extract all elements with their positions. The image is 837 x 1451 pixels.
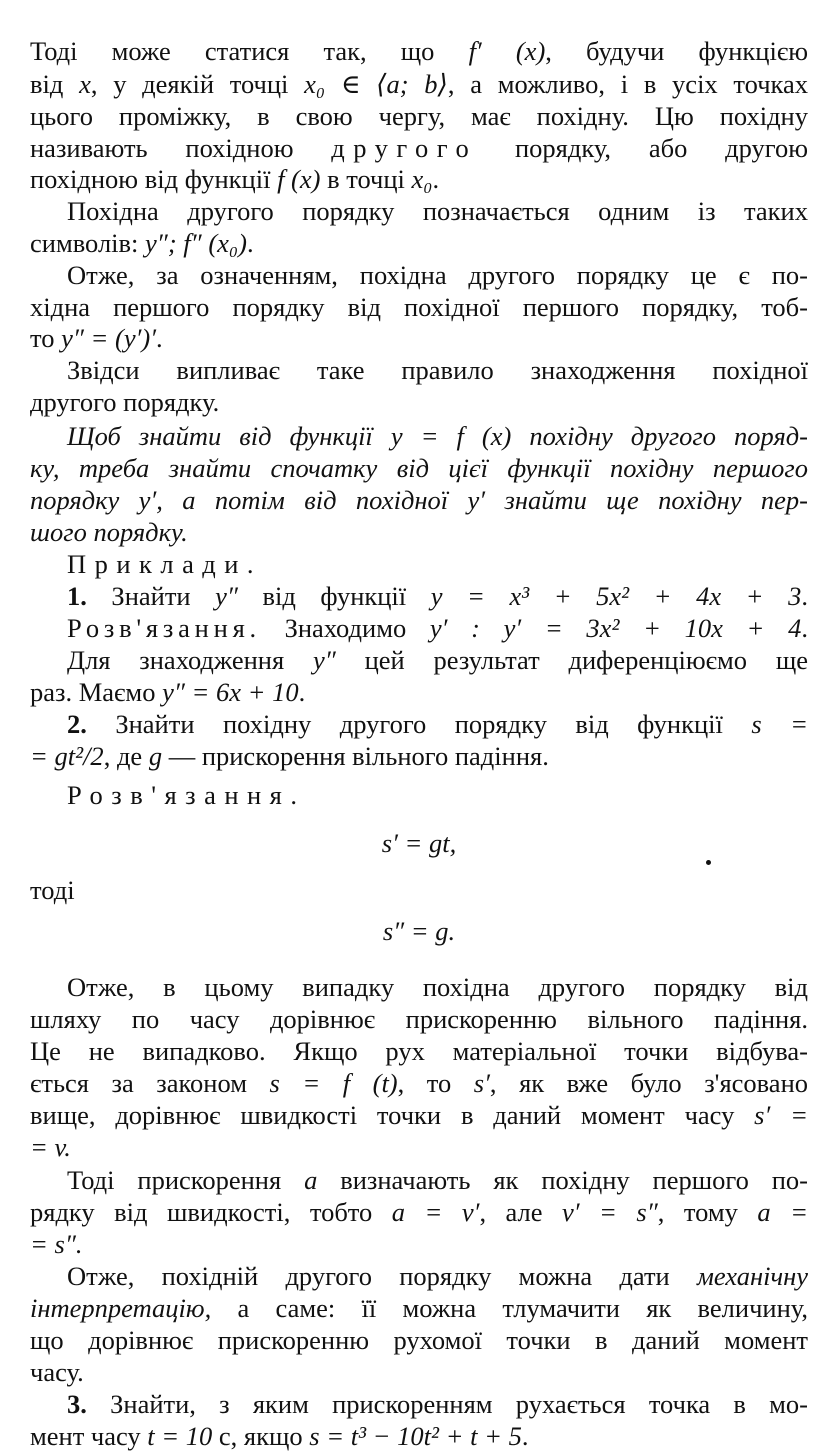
text-run: що дорівнює прискоренню рухомої точки в даний момент xyxy=(30,1325,808,1355)
text-line xyxy=(30,1421,808,1451)
text-line xyxy=(67,709,808,739)
text-run: = gt²/2 xyxy=(30,741,104,771)
text-run: . xyxy=(432,164,440,194)
text-line xyxy=(67,645,808,675)
text-run: s″ = g. xyxy=(382,916,456,946)
text-line xyxy=(30,677,808,707)
text-line xyxy=(30,741,808,771)
text-run: . xyxy=(801,581,808,611)
text-line xyxy=(30,164,808,194)
text-run: . xyxy=(246,228,254,258)
text-line xyxy=(30,1229,808,1259)
text-run: Щоб знайти від функції y = f (x) похідну другого поряд- xyxy=(67,421,808,451)
text-line xyxy=(30,1068,808,1098)
text-line xyxy=(30,485,808,515)
text-line xyxy=(67,421,808,451)
text-run: Знайти xyxy=(86,581,216,611)
text-line xyxy=(67,1261,808,1291)
text-run: хідна першого порядку від похідної першого порядку, тоб- xyxy=(30,292,808,322)
text-run: від функції xyxy=(237,581,431,611)
text-run: v′ = s″ xyxy=(562,1197,658,1227)
text-run: 3. xyxy=(67,1389,87,1419)
text-line xyxy=(67,613,808,643)
text-run: визначають як похідну першого по- xyxy=(317,1165,808,1195)
text-run: механічну xyxy=(696,1261,808,1291)
text-line xyxy=(30,1197,808,1227)
text-run: y′ : y′ = 3x² + 10x + 4 xyxy=(429,613,802,643)
text-run: то xyxy=(30,323,62,353)
text-line xyxy=(30,292,808,322)
text-run: Звідси випливає таке правило знаходження похідної xyxy=(67,355,808,385)
text-run: Отже, в цьому випадку похідна другого порядку від xyxy=(67,972,808,1002)
text-run: Тоді прискорення xyxy=(67,1165,305,1195)
text-line xyxy=(30,323,808,353)
text-line xyxy=(30,1036,808,1066)
text-run: 2. xyxy=(67,709,87,739)
text-line xyxy=(67,780,808,810)
text-line xyxy=(30,875,808,905)
text-run: часу. xyxy=(30,1357,84,1387)
text-run: Розв'язання. xyxy=(67,780,306,810)
text-line xyxy=(67,1389,808,1419)
text-run: . xyxy=(801,613,808,643)
text-line xyxy=(30,101,808,131)
text-run: шого порядку. xyxy=(30,517,188,547)
text-run: x₀ ∈ ⟨a; b⟩ xyxy=(304,69,448,99)
text-run: ється за законом xyxy=(30,1068,270,1098)
text-line xyxy=(67,355,808,385)
text-run: а саме: її можна тлумачити як величину, xyxy=(211,1293,808,1323)
text-run: s′ = xyxy=(754,1100,809,1130)
text-run: цей результат диференціюємо ще xyxy=(335,645,808,675)
text-line xyxy=(30,1100,808,1130)
text-run: f (x) xyxy=(277,164,321,194)
text-run: с, якщо xyxy=(212,1421,310,1451)
text-run: , то xyxy=(397,1068,474,1098)
text-run: 1. xyxy=(67,581,87,611)
text-run: y″ xyxy=(312,645,336,675)
text-run: Для знаходження xyxy=(67,645,313,675)
text-line xyxy=(30,517,808,547)
text-run: називають похідною xyxy=(30,133,332,163)
text-run: , де xyxy=(103,741,149,771)
text-run: вище, дорівнює швидкості точки в даний момент часу xyxy=(30,1100,755,1130)
text-run: Похідна другого порядку позначається одним із таких xyxy=(67,196,808,226)
text-run: Знайти, з яким прискоренням рухається точка в мо- xyxy=(86,1389,808,1419)
text-run: , тому xyxy=(657,1197,758,1227)
text-line xyxy=(67,260,808,290)
text-run: , у деякій точці xyxy=(90,69,305,99)
print-speck xyxy=(706,860,711,865)
text-line xyxy=(67,972,808,1002)
text-run: s = t³ − 10t² + t + 5 xyxy=(309,1421,522,1451)
text-line xyxy=(30,1132,808,1162)
text-run: цього проміжку, в свою чергу, має похідну. Цю похідну xyxy=(30,101,808,131)
text-run: рядку від швидкості, тобто xyxy=(30,1197,392,1227)
text-run: Це не випадково. Якщо рух матеріальної точки відбува- xyxy=(30,1036,808,1066)
text-run: t = 10 xyxy=(147,1421,213,1451)
text-run: похідною від функції xyxy=(30,164,278,194)
text-line xyxy=(67,549,808,579)
text-line xyxy=(67,581,808,611)
text-run: y″ xyxy=(215,581,238,611)
text-run: символів: xyxy=(30,228,146,258)
text-run: — прискорення вільного падіння. xyxy=(162,741,549,771)
formula-line xyxy=(30,828,808,858)
text-run: x xyxy=(79,69,91,99)
text-line xyxy=(67,1165,808,1195)
text-run: . xyxy=(298,677,306,707)
text-run: другого xyxy=(331,133,478,163)
text-line xyxy=(30,453,808,483)
text-run: Приклади. xyxy=(67,549,263,579)
text-run: раз. Маємо xyxy=(30,677,163,707)
text-run: s = f (t) xyxy=(269,1068,398,1098)
text-line xyxy=(30,36,808,66)
text-run: інтерпретацію, xyxy=(30,1293,212,1323)
text-run: Отже, за означенням, похідна другого порядку це є по- xyxy=(67,260,808,290)
text-run: , а можливо, і в усіх точках xyxy=(447,69,809,99)
text-run: a = xyxy=(757,1197,808,1227)
text-run: , як вже було з'ясовано xyxy=(489,1068,808,1098)
text-run: Знаходимо xyxy=(260,613,430,643)
text-run: , але xyxy=(479,1197,563,1227)
text-run: від xyxy=(30,69,80,99)
text-run: = s″. xyxy=(30,1229,83,1259)
text-run: . xyxy=(156,323,163,353)
text-run: ку, треба знайти спочатку від цієї функції похідну першого xyxy=(30,453,808,483)
text-run: = v. xyxy=(30,1132,71,1162)
text-run: x₀ xyxy=(411,164,433,194)
formula-line xyxy=(30,916,808,946)
text-run: s = xyxy=(751,709,808,739)
text-line xyxy=(30,1357,808,1387)
text-line xyxy=(30,1004,808,1034)
text-run: g xyxy=(148,741,163,771)
text-run: s′ xyxy=(473,1068,490,1098)
text-run: порядку, або другою xyxy=(477,133,808,163)
text-run: мент часу xyxy=(30,1421,148,1451)
text-run: a xyxy=(304,1165,318,1195)
text-run: . xyxy=(521,1421,529,1451)
text-run: y″ = 6x + 10 xyxy=(162,677,299,707)
text-run: a = v′ xyxy=(391,1197,480,1227)
text-line xyxy=(30,228,808,258)
text-line xyxy=(30,387,808,417)
text-line xyxy=(67,196,808,226)
text-run: Тоді може статися так, що xyxy=(30,36,469,66)
text-line xyxy=(30,1293,808,1323)
text-run: s′ = gt, xyxy=(381,828,457,858)
text-run: другого порядку. xyxy=(30,387,220,417)
text-run: y″ = (y′)′ xyxy=(61,323,157,353)
text-run: y″; f″ (x₀) xyxy=(145,228,247,258)
text-run: Отже, похідній другого порядку можна дати xyxy=(67,1261,697,1291)
text-line xyxy=(30,69,808,99)
text-run: шляху по часу дорівнює прискоренню вільного падіння. xyxy=(30,1004,808,1034)
text-run: тоді xyxy=(30,875,75,905)
text-run: порядку y′, а потім від похідної y′ знайти ще похідну пер- xyxy=(30,485,808,515)
text-line xyxy=(30,1325,808,1355)
text-run: Розв'язання. xyxy=(67,613,261,643)
text-run: f′ (x) xyxy=(468,36,546,66)
text-run: Знайти похідну другого порядку від функції xyxy=(86,709,752,739)
text-run: y = x³ + 5x² + 4x + 3 xyxy=(430,581,802,611)
text-run: в точці xyxy=(320,164,412,194)
text-run: , будучи функцією xyxy=(545,36,809,66)
text-line xyxy=(30,133,808,163)
